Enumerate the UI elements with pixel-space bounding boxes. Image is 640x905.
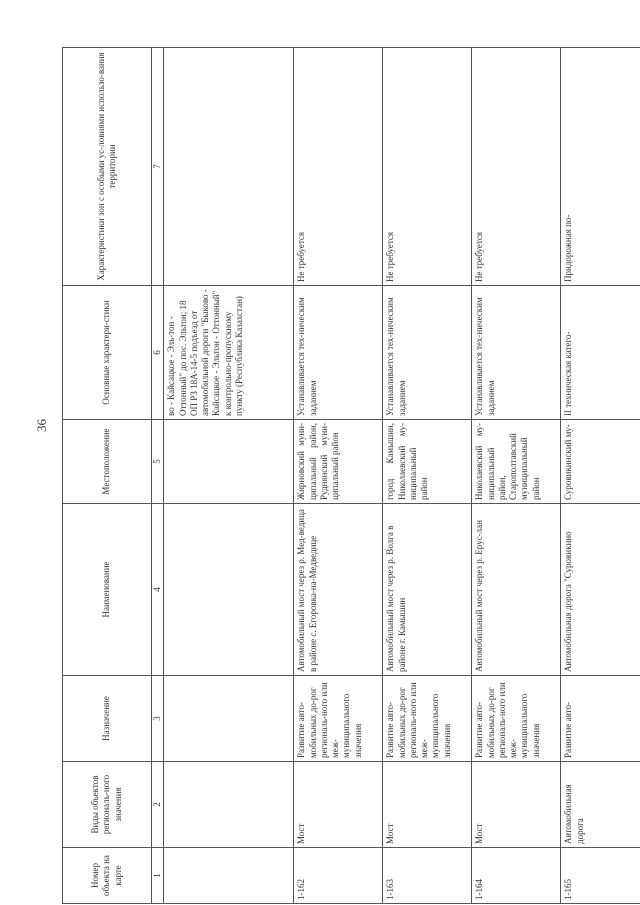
continuation-text: во - Кайсацкое - Эль-тон - Оттонный" до пос. Эльтон; 18 ОП РЗ 18А-14-5 подъезд от автомобильной дороги "Быково - Кайсацкое - Эльтон - Оттонный" к контрольно-пропускному пункту (Республика Казахстан) (164, 286, 294, 420)
object-location: город Камышин, Николаевский му-ниципальный район (383, 420, 472, 504)
column-number: 2 (152, 762, 164, 848)
header-number: Номер объекта на карте (63, 848, 152, 904)
object-location: Николаевский му-ниципальный район, Старополтавский муниципальный район (472, 420, 561, 504)
object-characteristics: Устанавливается тех-ническим заданием (294, 286, 383, 420)
header-name: Наименование (63, 504, 152, 676)
object-type: Мост (383, 762, 472, 848)
object-purpose: Развитие авто-мобильных до-рог региональ-ного или меж-муниципального значения (294, 676, 383, 762)
header-characteristics: Основные характери-стики (63, 286, 152, 420)
page-number: 36 (34, 419, 49, 432)
table-cell (164, 504, 294, 676)
table-row (294, 48, 383, 904)
table-row (472, 48, 561, 904)
object-zones: Не требуется (294, 48, 383, 286)
object-purpose: Развитие авто-мобильных до-рог региональ-ного или меж-муниципального значения (383, 676, 472, 762)
header-zones: Характеристики зон с особыми ус-ловиями использо-вания территории (63, 48, 152, 286)
column-number-row (152, 48, 164, 904)
object-type: Мост (472, 762, 561, 848)
table-cell (164, 420, 294, 504)
table-cell (164, 48, 294, 286)
object-name: Автомобильный мост через р. Волга в районе г. Камышин (383, 504, 472, 676)
object-name: Автомобильная дорога "Суровикино (561, 504, 640, 676)
document-sheet (62, 48, 640, 904)
table-cell (164, 676, 294, 762)
continuation-row (164, 48, 294, 904)
table-row (561, 48, 640, 904)
object-number: 1-162 (294, 848, 383, 904)
table-cell (164, 762, 294, 848)
header-row (63, 48, 152, 904)
table-cell (164, 848, 294, 904)
object-location: Суровикинский му- (561, 420, 640, 504)
column-number: 3 (152, 676, 164, 762)
column-number: 5 (152, 420, 164, 504)
object-type: Мост (294, 762, 383, 848)
object-characteristics: II техническая катего- (561, 286, 640, 420)
column-number: 4 (152, 504, 164, 676)
object-name: Автомобильный мост через р. Мед-ведица в районе с. Егоровка-на-Медведице (294, 504, 383, 676)
header-type: Виды объектов региональ-ного значения (63, 762, 152, 848)
object-characteristics: Устанавливается тех-ническим заданием (472, 286, 561, 420)
table-row (383, 48, 472, 904)
column-number: 7 (152, 48, 164, 286)
object-number: 1-164 (472, 848, 561, 904)
object-purpose: Развитие авто- (561, 676, 640, 762)
objects-table (62, 47, 640, 904)
object-zones: Придорожная по- (561, 48, 640, 286)
object-purpose: Развитие авто-мобильных до-рог региональ-ного или меж-муниципального значения (472, 676, 561, 762)
object-location: Жирновский муни-ципальный район, Руднянский муни-ципальный район (294, 420, 383, 504)
object-type: Автомобильная дорога (561, 762, 640, 848)
column-number: 1 (152, 848, 164, 904)
object-zones: Не требуется (472, 48, 561, 286)
header-purpose: Назначение (63, 676, 152, 762)
object-number: 1-163 (383, 848, 472, 904)
column-number: 6 (152, 286, 164, 420)
header-location: Местоположение (63, 420, 152, 504)
object-name: Автомобильный мост через р. Ерус-лан (472, 504, 561, 676)
object-characteristics: Устанавливается тех-ническим заданием (383, 286, 472, 420)
object-zones: Не требуется (383, 48, 472, 286)
object-number: 1-165 (561, 848, 640, 904)
